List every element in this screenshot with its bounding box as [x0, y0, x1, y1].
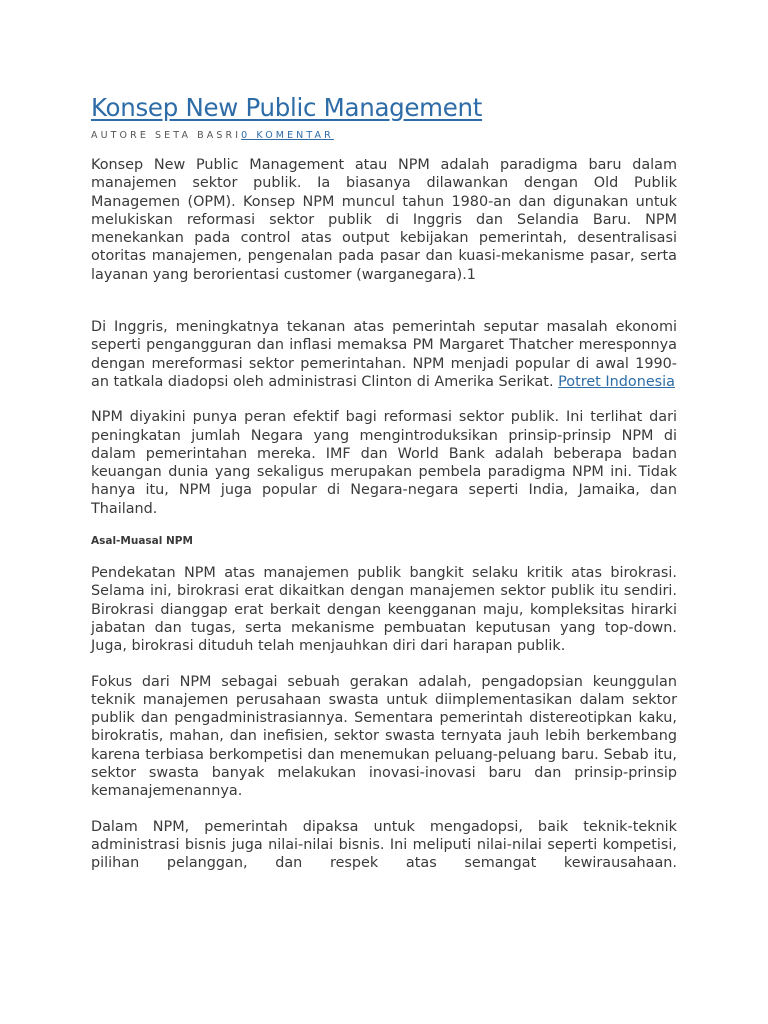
potret-indonesia-link[interactable]: Potret Indonesia — [558, 373, 675, 390]
author-label: AUTORE SETA BASRI — [91, 130, 242, 141]
paragraph-2 — [91, 318, 677, 391]
article — [91, 92, 677, 873]
paragraph-6: Dalam NPM, pemerintah dipaksa untuk mengadopsi, baik teknik-teknik administrasi bisnis juga nilai-nilai bisnis. Ini meliputi nilai-nilai seperti kompetisi, pilihan pelanggan, dan respek atas semangat kewirausahaan. — [91, 818, 677, 872]
section-heading: Asal-Muasal NPM — [91, 535, 193, 548]
comments-link[interactable]: 0 KOMENTAR — [241, 130, 334, 141]
paragraph-3: NPM diyakini punya peran efektif bagi reformasi sektor publik. Ini terlihat dari peningkatan jumlah Negara yang mengintroduksikan prinsip-prinsip NPM di dalam pemerintahan mereka. IMF dan World Bank adalah beberapa badan keuangan dunia yang sekaligus merupakan pembela paradigma NPM ini. Tidak hanya itu, NPM juga popular di Negara-negara seperti India, Jamaika, dan Thailand. — [91, 409, 677, 517]
paragraph-2-text: Di Inggris, meningkatnya tekanan atas pemerintah seputar masalah ekonomi seperti pengangguran dan inflasi memaksa PM Margaret Thatcher meresponnya dengan mereformasi sektor pemerintahan. NPM menjadi popular di awal 1990-an tatkala diadopsi oleh administrasi Clinton di Amerika Serikat. — [91, 319, 677, 390]
article-title[interactable]: Konsep New Public Management — [91, 93, 483, 122]
paragraph-4: Pendekatan NPM atas manajemen publik bangkit selaku kritik atas birokrasi. Selama ini, birokrasi erat dikaitkan dengan manajemen sektor publik itu sendiri. Birokrasi dianggap erat berkait dengan keengganan maju, kompleksitas hirarki jabatan dan tugas, serta mekanisme pembuatan keputusan yang top-down. Juga, birokrasi dituduh telah menjauhkan diri dari harapan publik. — [91, 565, 677, 655]
byline — [91, 129, 677, 143]
paragraph-5: Fokus dari NPM sebagai sebuah gerakan adalah, pengadopsian keunggulan teknik manajemen perusahaan swasta untuk diimplementasikan dalam sektor publik dan pengadministrasiannya. Sementara pemerintah distereotipkan kaku, birokratis, mahan, dan inefisien, sektor swasta ternyata jauh lebih berkembang karena terbiasa berkompetisi dan menemukan peluang-peluang baru. Sebab itu, sektor swasta banyak melakukan inovasi-inovasi baru dan prinsip-prinsip kemanajemenannya. — [91, 673, 677, 800]
paragraph-1: Konsep New Public Management atau NPM adalah paradigma baru dalam manajemen sektor publik. Ia biasanya dilawankan dengan Old Publik Managemen (OPM). Konsep NPM muncul tahun 1980-an dan digunakan untuk melukiskan reformasi sektor publik di Inggris dan Selandia Baru. NPM menekankan pada control atas output kebijakan pemerintah, desentralisasi otoritas manajemen, pengenalan pada pasar dan kuasi-mekanisme pasar, serta layanan yang berorientasi customer (warganegara).1 — [91, 157, 677, 283]
